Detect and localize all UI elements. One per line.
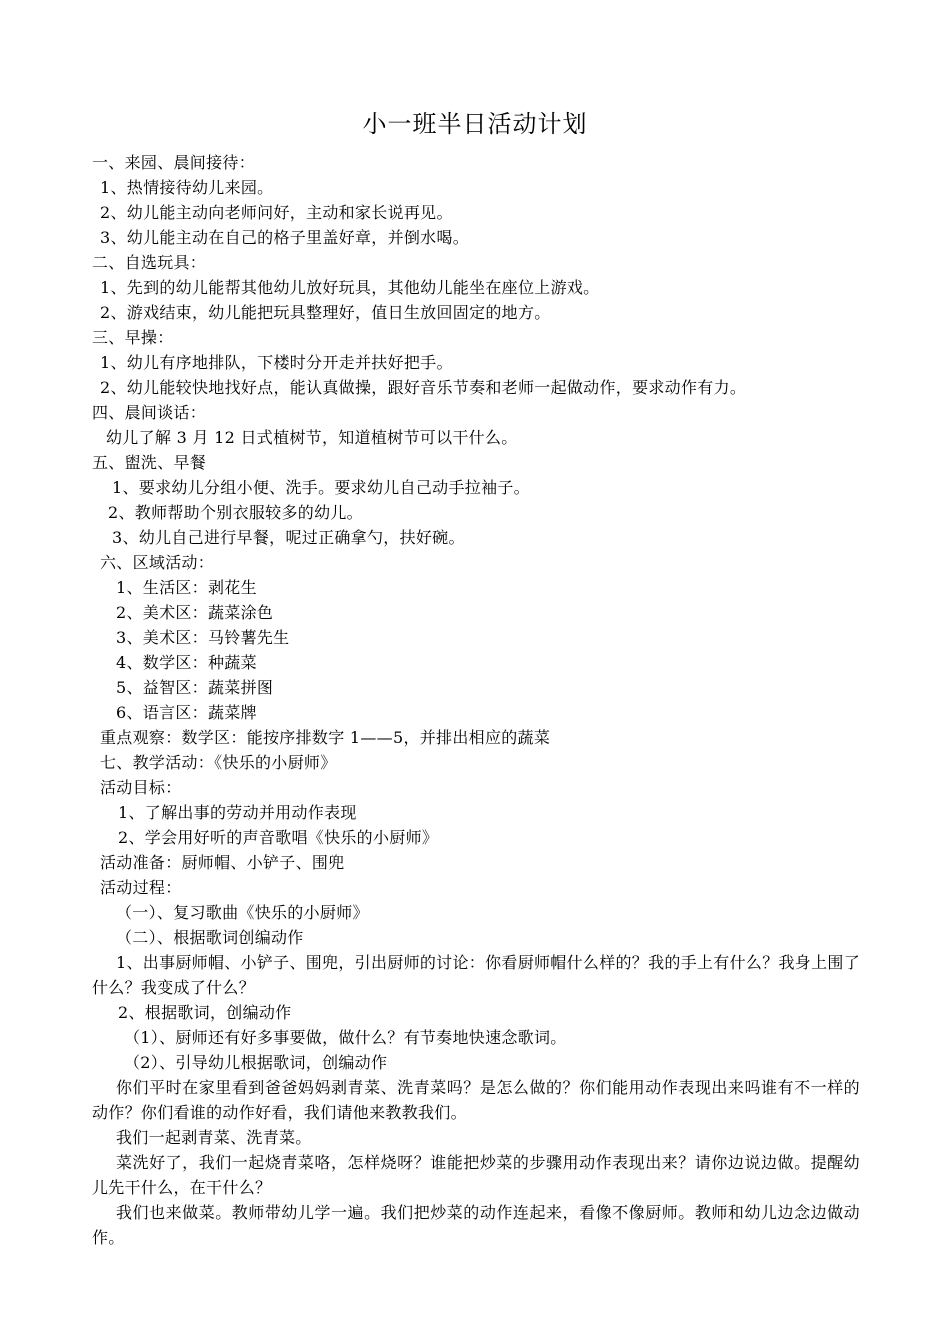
list-item: 3、美术区：马铃薯先生 [116,628,290,647]
list-item: 4、数学区：种蔬菜 [116,653,257,672]
list-item: 2、游戏结束，幼儿能把玩具整理好，值日生放回固定的地方。 [100,303,551,322]
list-item: 6、语言区：蔬菜牌 [116,703,257,722]
list-item: 3、幼儿自己进行早餐，呢过正确拿勺，扶好碗。 [112,528,465,547]
section-heading-areas: 六、区域活动： [100,553,215,572]
list-item: 幼儿了解 3 月 12 日式植树节，知道植树节可以干什么。 [106,428,518,447]
section-heading-arrival: 一、来园、晨间接待： [92,153,256,172]
paragraph: 我们也来做菜。教师带幼儿学一遍。我们把炒菜的动作连起来，看像不像厨师。教师和幼儿边念边做动作。 [92,1203,860,1247]
paragraph: 2、根据歌词，创编动作 [118,1003,292,1022]
document-title: 小一班半日活动计划 [362,110,588,138]
list-item: 1、热情接待幼儿来园。 [100,178,274,197]
list-item: 2、幼儿能较快地找好点，能认真做操，跟好音乐节奏和老师一起做动作，要求动作有力。 [100,378,747,397]
list-item: 1、要求幼儿分组小便、洗手。要求幼儿自己动手拉袖子。 [112,478,530,497]
list-item: 1、了解出事的劳动并用动作表现 [118,803,357,822]
section-heading-talk: 四、晨间谈话： [92,403,207,422]
paragraph: 我们一起剥青菜、洗青菜。 [116,1128,312,1147]
list-item: 2、幼儿能主动向老师问好，主动和家长说再见。 [100,203,453,222]
paragraph: （1）、厨师还有好多事要做，做什么？有节奏地快速念歌词。 [124,1028,567,1047]
subheading-process: 活动过程： [100,878,182,897]
list-item: 3、幼儿能主动在自己的格子里盖好章，并倒水喝。 [100,228,470,247]
list-item: 2、学会用好听的声音歌唱《快乐的小厨师》 [118,828,439,847]
list-item: （二）、根据歌词创编动作 [116,928,304,947]
section-heading-teaching: 七、教学活动：《快乐的小厨师》 [100,753,337,772]
section-heading-toys: 二、自选玩具： [92,253,207,272]
list-item: 5、益智区：蔬菜拼图 [116,678,274,697]
list-item: 1、幼儿有序地排队，下楼时分开走并扶好把手。 [100,353,453,372]
section-heading-breakfast: 五、盥洗、早餐 [92,453,207,472]
subheading-preparation: 活动准备：厨师帽、小铲子、围兜 [100,853,345,872]
paragraph: 1、出事厨师帽、小铲子、围兜，引出厨师的讨论：你看厨师帽什么样的？我的手上有什么？我身上围了什么？我变成了什么？ [92,953,860,997]
section-heading-exercise: 三、早操： [92,328,174,347]
list-item: 1、先到的幼儿能帮其他幼儿放好玩具，其他幼儿能坐在座位上游戏。 [100,278,600,297]
key-observation: 重点观察：数学区：能按序排数字 1——5，并排出相应的蔬菜 [100,728,551,747]
paragraph: 菜洗好了，我们一起烧青菜咯，怎样烧呀？谁能把炒菜的步骤用动作表现出来？请你边说边做。提醒幼儿先干什么，在干什么？ [92,1153,860,1197]
paragraph: 你们平时在家里看到爸爸妈妈剥青菜、洗青菜吗？是怎么做的？你们能用动作表现出来吗谁有不一样的动作？你们看谁的动作好看，我们请他来教教我们。 [92,1078,860,1122]
subheading-goals: 活动目标： [100,778,182,797]
list-item: 2、美术区：蔬菜涂色 [116,603,274,622]
paragraph: （2）、引导幼儿根据歌词，创编动作 [124,1053,388,1072]
list-item: 1、生活区：剥花生 [116,578,257,597]
list-item: 2、教师帮助个别衣服较多的幼儿。 [108,503,363,522]
list-item: （一）、复习歌曲《快乐的小厨师》 [116,903,369,922]
